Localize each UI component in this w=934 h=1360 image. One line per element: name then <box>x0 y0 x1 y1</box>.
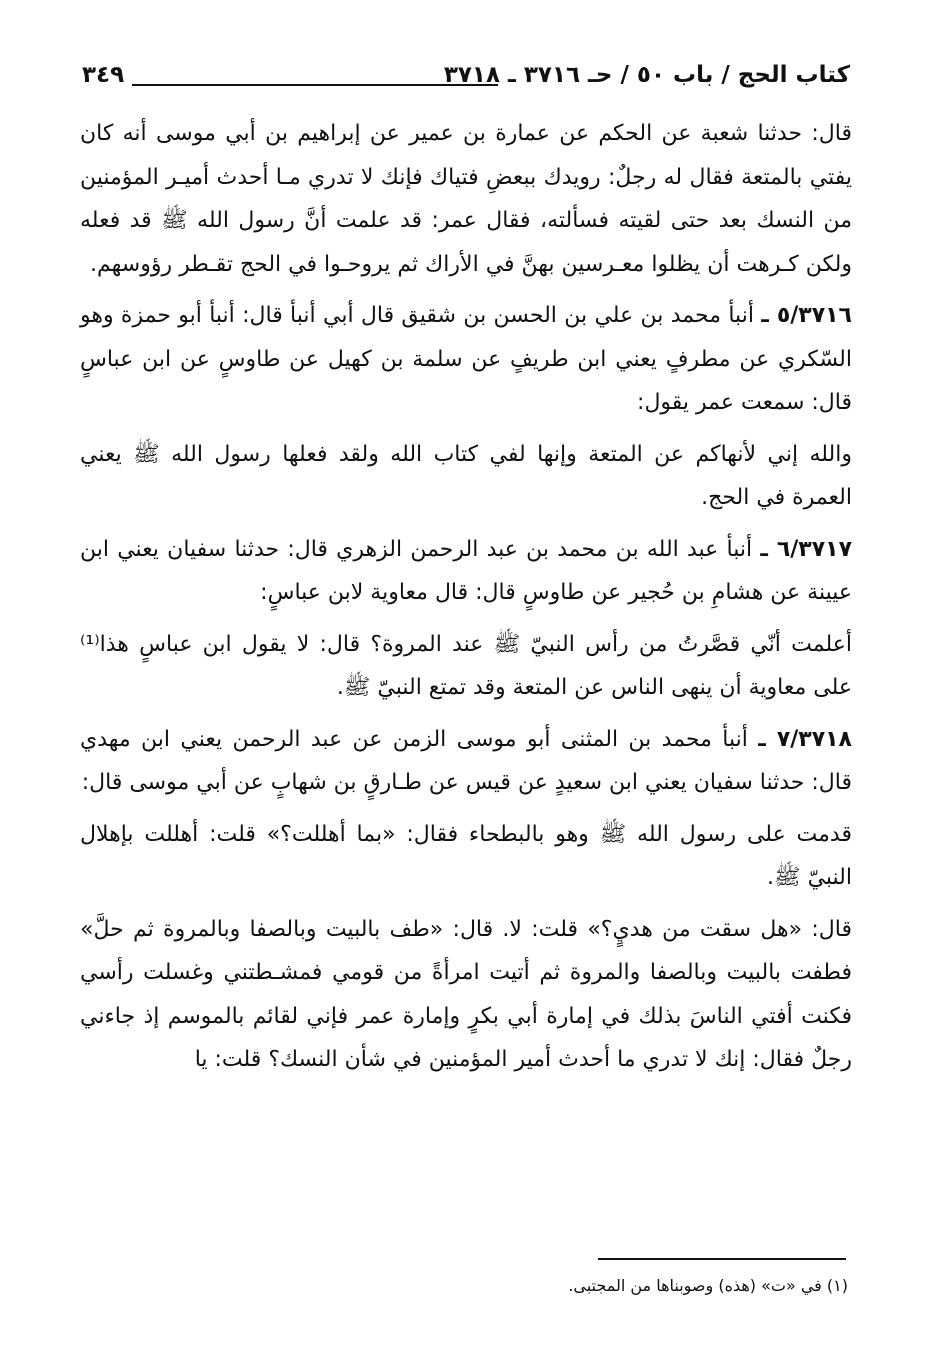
header-rule <box>132 84 498 86</box>
hadith-matn: قدمت على رسول الله ﷺ وهو بالبطحاء فقال: «بما أهللت؟» قلت: أهللت بإهلال النبيّ ﷺ. <box>80 821 852 890</box>
running-header <box>82 62 850 102</box>
hadith-3717-matn <box>80 623 852 710</box>
hadith-3716-matn <box>80 433 852 520</box>
page-number: ٣٤٩ <box>82 62 125 88</box>
hadith-3716 <box>80 294 852 425</box>
main-text <box>80 112 852 1082</box>
hadith-isnad: أنبأ عبد الله بن محمد بن عبد الرحمن الزهري قال: حدثنا سفيان يعني ابن عيينة عن هشامِ بن حُجير عن طاوسٍ قال: قال معاوية لابن عباسٍ: <box>80 536 852 605</box>
footnote-rule <box>598 1258 846 1260</box>
footnote-1: (١) في «ت» (هذه) وصوبناها من المجتبى. <box>568 1276 848 1295</box>
hadith-3718 <box>80 718 852 805</box>
hadith-3717 <box>80 528 852 615</box>
hadith-3718-continuation <box>80 908 852 1082</box>
hadith-3718-matn <box>80 813 852 900</box>
hadith-number: ٥/٣٧١٦ ـ <box>761 303 852 328</box>
paragraph-text: قال: حدثنا شعبة عن الحكم عن عمارة بن عمير عن إبراهيم بن أبي موسى أنه كان يفتي بالمتعة فقال له رجلٌ: رويدك ببعضِ فتياك فإنك لا تدري مـا أحدث أميـر المؤمنين من النسك بعد حتى لقيته فسألته، فقال عمر: قد علمت أنَّ رسول الله ﷺ قد فعله ولكن كـرهت أن يظلوا معـرسين بهنَّ في الأراك ثم يروحـوا في الحج تقـطر رؤوسهم. <box>80 121 852 277</box>
hadith-number: ٦/٣٧١٧ ـ <box>760 536 853 562</box>
hadith-isnad: أنبأ محمد بن المثنى أبو موسى الزمن عن عبد الرحمن يعني ابن مهدي قال: حدثنا سفيان يعني ابن سعيدٍ عن قيس عن طـارقٍ بن شهابٍ عن أبي موسى قال: <box>80 726 852 795</box>
running-title: كتاب الحج / باب ٥٠ / حـ ٣٧١٦ ـ ٣٧١٨ <box>443 62 850 88</box>
hadith-matn: والله إني لأنهاكم عن المتعة وإنها لفي كتاب الله ولقد فعلها رسول الله ﷺ يعني العمرة في الحج. <box>80 441 852 510</box>
hadith-matn: قال: «هل سقت من هديٍ؟» قلت: لا. قال: «طف بالبيت وبالصفا وبالمروة ثم حلَّ» فطفت بالبيت وبالصفا والمروة ثم أتيت امرأةً من قومي فمشـطتني وغسلت رأسي فكنت أفتي الناسَ بذلك في إمارة أبي بكرٍ وإمارة عمر فإني لقائم بالموسم إذ جاءني رجلٌ فقال: إنك لا تدري ما أحدث أمير المؤمنين في شأن النسك؟ قلت: يا <box>80 916 852 1072</box>
hadith-matn: أعلمت أنّي قصَّرتُ من رأس النبيّ ﷺ عند المروة؟ قال: لا يقول ابن عباسٍ هذا⁽¹⁾ على معاوية أن ينهى الناس عن المتعة وقد تمتع النبيّ ﷺ. <box>80 631 852 700</box>
hadith-number: ٧/٣٧١٨ ـ <box>758 726 852 752</box>
hadith-isnad: أنبأ محمد بن علي بن الحسن بن شقيق قال أبي أنبأ قال: أنبأ أبو حمزة وهو السّكري عن مطرفٍ يعني ابن طريفٍ عن سلمة بن كهيل عن طاوسٍ عن ابن عباسٍ قال: سمعت عمر يقول: <box>80 303 852 415</box>
paragraph-1 <box>80 112 852 286</box>
